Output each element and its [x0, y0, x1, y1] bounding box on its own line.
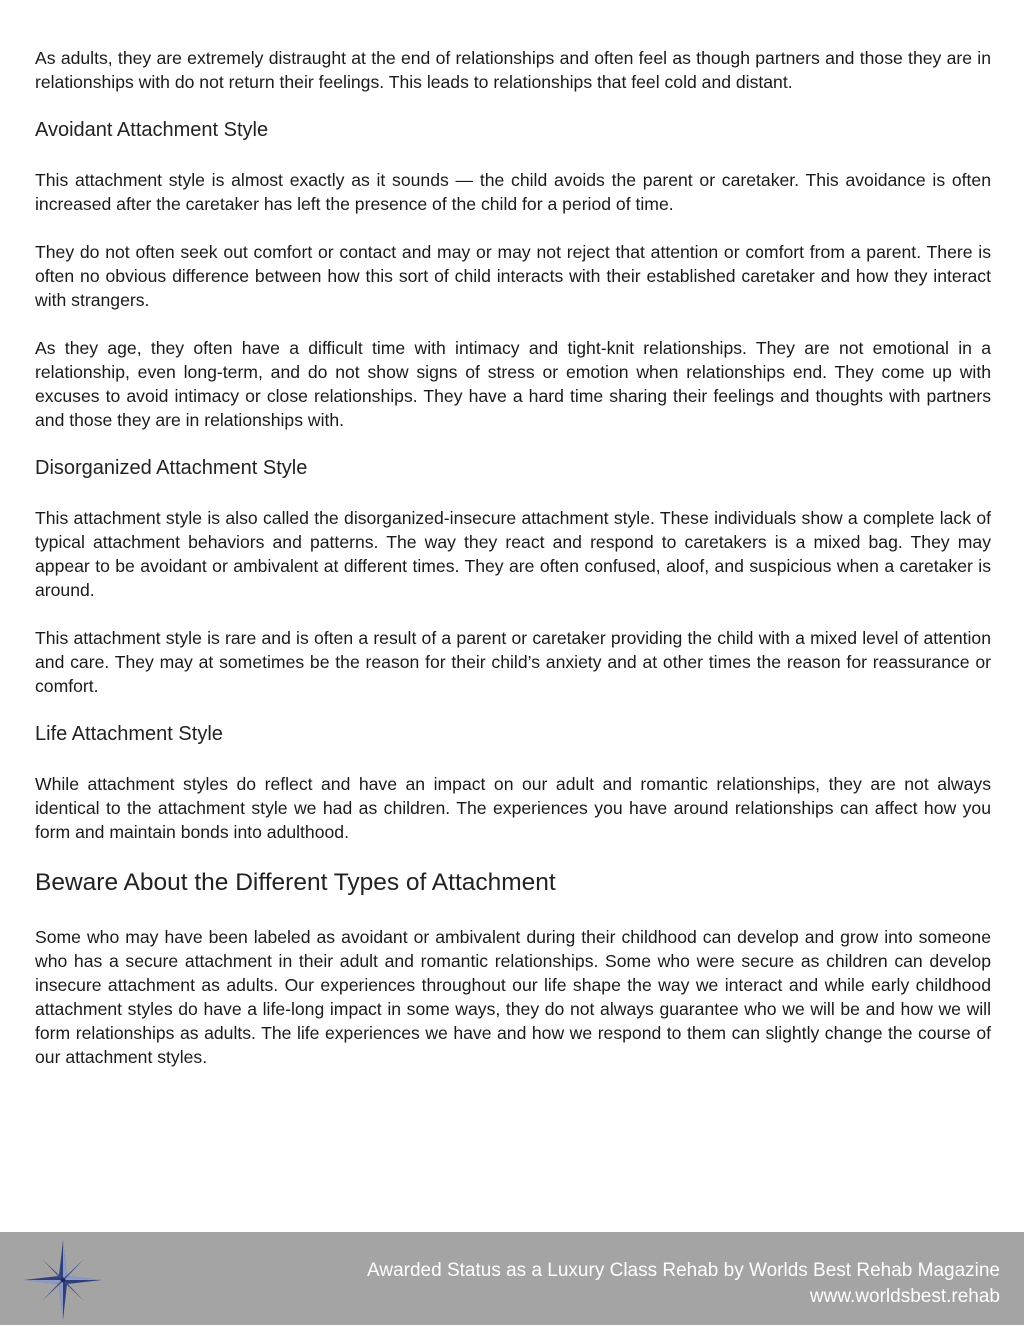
footer-website-link[interactable]: www.worldsbest.rehab: [809, 1286, 1000, 1307]
paragraph-disorganized-1: This attachment style is also called the disorganized-insecure attachment style. These individuals show a complete lack of typical attachment behaviors and patterns. The way they react and respond to caretakers is a mixed bag. They may appear to be avoidant or ambivalent at different times. They are often confused, aloof, and suspicious when a caretaker is around.: [35, 508, 991, 600]
document-body: [35, 46, 991, 1093]
compass-star-icon: [22, 1238, 104, 1322]
paragraph-beware-1: Some who may have been labeled as avoidant or ambivalent during their childhood can develop and grow into someone who has a secure attachment in their adult and romantic relationships. Some who were secure as children can develop insecure attachment as adults. Our experiences throughout our life shape the way we interact and while early childhood attachment styles do have a life-long impact in some ways, they do not always guarantee who we will be and how we will form relationships as adults. The life experiences we have and how we respond to them can slightly change the course of our attachment styles.: [35, 927, 991, 1067]
paragraph-intro: As adults, they are extremely distraught at the end of relationships and often feel as though partners and those they are in relationships with do not return their feelings. This leads to relationships that feel cold and distant.: [35, 48, 991, 92]
heading-avoidant-attachment: Avoidant Attachment Style: [35, 119, 269, 141]
page-footer: [0, 1232, 1024, 1325]
heading-disorganized-attachment: Disorganized Attachment Style: [35, 457, 308, 479]
heading-life-attachment: Life Attachment Style: [35, 723, 223, 745]
footer-tagline: Awarded Status as a Luxury Class Rehab by Worlds Best Rehab Magazine: [367, 1260, 1000, 1281]
footer-text-block: [367, 1258, 1000, 1310]
heading-beware-types: Beware About the Different Types of Attachment: [35, 869, 556, 896]
paragraph-avoidant-3: As they age, they often have a difficult time with intimacy and tight-knit relationships. They are not emotional in a relationship, even long-term, and do not show signs of stress or emotion when relationships end. They come up with excuses to avoid intimacy or close relationships. They have a hard time sharing their feelings and thoughts with partners and those they are in relationships with.: [35, 338, 991, 430]
paragraph-disorganized-2: This attachment style is rare and is often a result of a parent or caretaker providing the child with a mixed level of attention and care. They may at sometimes be the reason for their child’s anxiety and at other times the reason for reassurance or comfort.: [35, 628, 991, 696]
paragraph-life-1: While attachment styles do reflect and have an impact on our adult and romantic relationships, they are not always identical to the attachment style we had as children. The experiences you have around relationships can affect how you form and maintain bonds into adulthood.: [35, 774, 991, 842]
paragraph-avoidant-2: They do not often seek out comfort or contact and may or may not reject that attention or comfort from a parent. There is often no obvious difference between how this sort of child interacts with their established caretaker and how they interact with strangers.: [35, 242, 991, 310]
paragraph-avoidant-1: This attachment style is almost exactly as it sounds — the child avoids the parent or caretaker. This avoidance is often increased after the caretaker has left the presence of the child for a period of time.: [35, 170, 991, 214]
